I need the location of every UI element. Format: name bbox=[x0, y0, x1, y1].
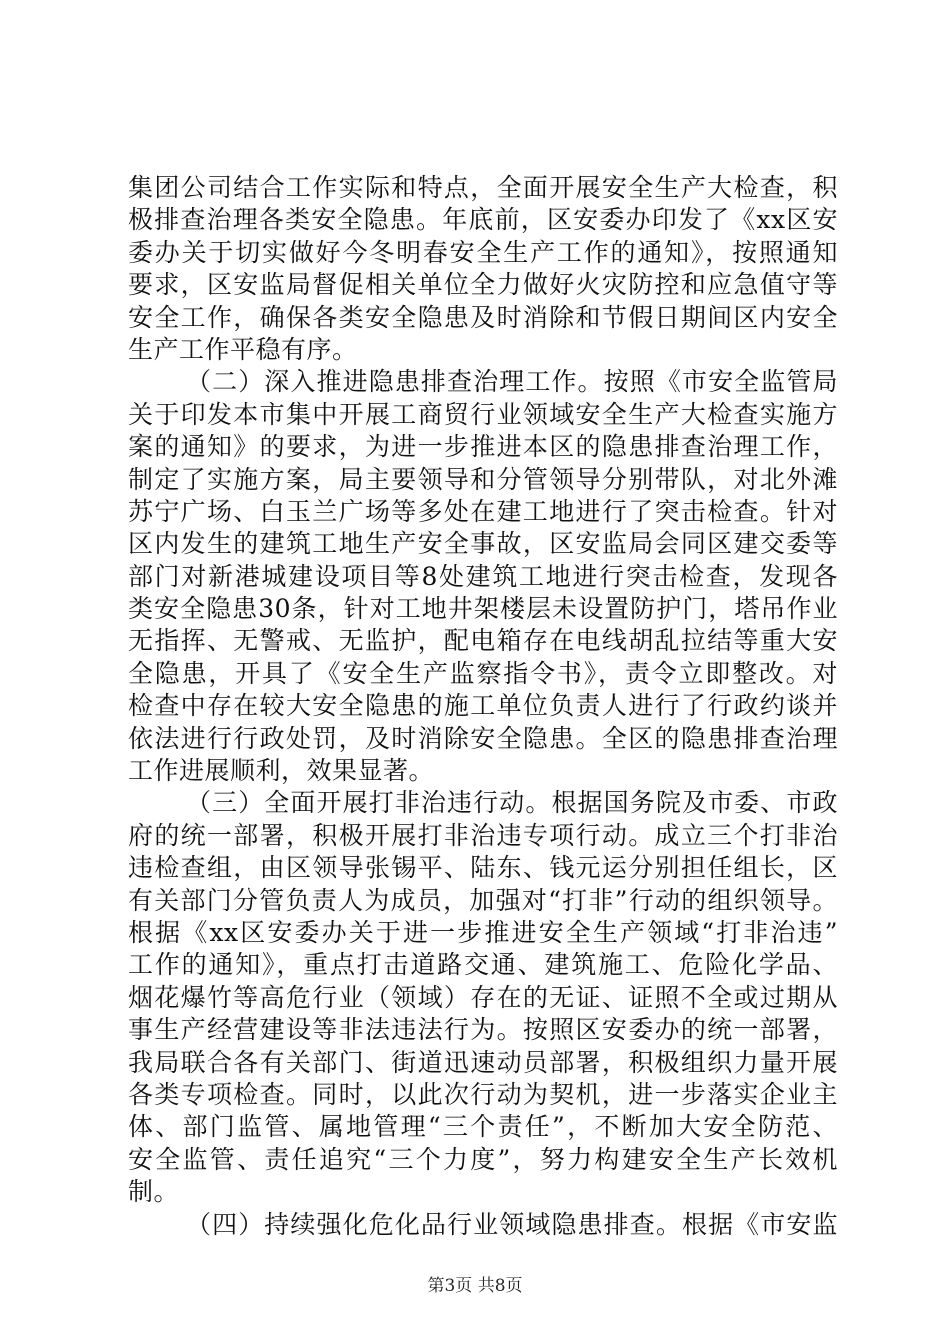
text-line: 集团公司结合工作实际和特点，全面开展安全生产大检查，积 bbox=[128, 173, 838, 202]
text-line: 府的统一部署，积极开展打非治违专项行动。成立三个打非治 bbox=[128, 820, 838, 850]
document-body bbox=[128, 172, 838, 1241]
page-footer: 第3页 共8页 bbox=[427, 1276, 523, 1296]
section-heading-line: （三）全面开展打非治违行动。根据国务院及市委、市政 bbox=[186, 788, 838, 818]
text-line: 类安全隐患30条，针对工地井架楼层未设置防护门，塔吊作业 bbox=[128, 594, 838, 624]
text-line: 部门对新港城建设项目等8处建筑工地进行突击检查，发现各 bbox=[128, 561, 838, 591]
text-line: 安全监管、责任追究“三个力度”，努力构建安全生产长效机 bbox=[128, 1144, 838, 1174]
text-line: 关于印发本市集中开展工商贸行业领域安全生产大检查实施方 bbox=[128, 399, 838, 429]
text-line: 要求，区安监局督促相关单位全力做好火灾防控和应急值守等 bbox=[128, 270, 838, 300]
text-line: 工作的通知》，重点打击道路交通、建筑施工、危险化学品、 bbox=[128, 950, 838, 980]
text-line: 根据《xx区安委办关于进一步推进安全生产领域“打非治违” bbox=[128, 917, 838, 947]
text-line: 苏宁广场、白玉兰广场等多处在建工地进行了突击检查。针对 bbox=[128, 496, 838, 526]
text-line: 工作进展顺利，效果显著。 bbox=[128, 756, 435, 786]
text-line: 极排查治理各类安全隐患。年底前，区安委办印发了《xx区安 bbox=[128, 205, 838, 235]
text-line: 生产工作平稳有序。 bbox=[128, 334, 358, 364]
text-line: 各类专项检查。同时，以此次行动为契机，进一步落实企业主 bbox=[128, 1079, 838, 1109]
section-heading-line: （四）持续强化危化品行业领域隐患排查。根据《市安监 bbox=[186, 1209, 838, 1239]
text-line: 体、部门监管、属地管理“三个责任”，不断加大安全防范、 bbox=[128, 1112, 838, 1142]
text-line: 安全工作，确保各类安全隐患及时消除和节假日期间区内安全 bbox=[128, 302, 838, 332]
text-line: 制定了实施方案，局主要领导和分管领导分别带队，对北外滩 bbox=[128, 464, 838, 494]
text-line: 我局联合各有关部门、街道迅速动员部署，积极组织力量开展 bbox=[128, 1047, 838, 1077]
text-line: 区内发生的建筑工地生产安全事故，区安监局会同区建交委等 bbox=[128, 529, 838, 559]
text-line: 无指挥、无警戒、无监护，配电箱存在电线胡乱拉结等重大安 bbox=[128, 626, 838, 656]
text-line: 全隐患，开具了《安全生产监察指令书》，责令立即整改。对 bbox=[128, 658, 838, 688]
text-line: 有关部门分管负责人为成员，加强对“打非”行动的组织领导。 bbox=[128, 885, 838, 915]
text-line: 烟花爆竹等高危行业（领域）存在的无证、证照不全或过期从 bbox=[128, 982, 838, 1012]
text-line: 检查中存在较大安全隐患的施工单位负责人进行了行政约谈并 bbox=[128, 691, 838, 721]
text-line: 违检查组，由区领导张锡平、陆东、钱元运分别担任组长，区 bbox=[128, 853, 838, 883]
text-line: 案的通知》的要求，为进一步推进本区的隐患排查治理工作， bbox=[128, 432, 838, 462]
text-line: 制。 bbox=[128, 1177, 180, 1207]
section-heading-line: （二）深入推进隐患排查治理工作。按照《市安全监管局 bbox=[186, 367, 838, 397]
text-line: 事生产经营建设等非法违法行为。按照区安委办的统一部署， bbox=[128, 1015, 838, 1045]
text-line: 委办关于切实做好今冬明春安全生产工作的通知》，按照通知 bbox=[128, 237, 838, 267]
text-line: 依法进行行政处罚，及时消除安全隐患。全区的隐患排查治理 bbox=[128, 723, 838, 753]
